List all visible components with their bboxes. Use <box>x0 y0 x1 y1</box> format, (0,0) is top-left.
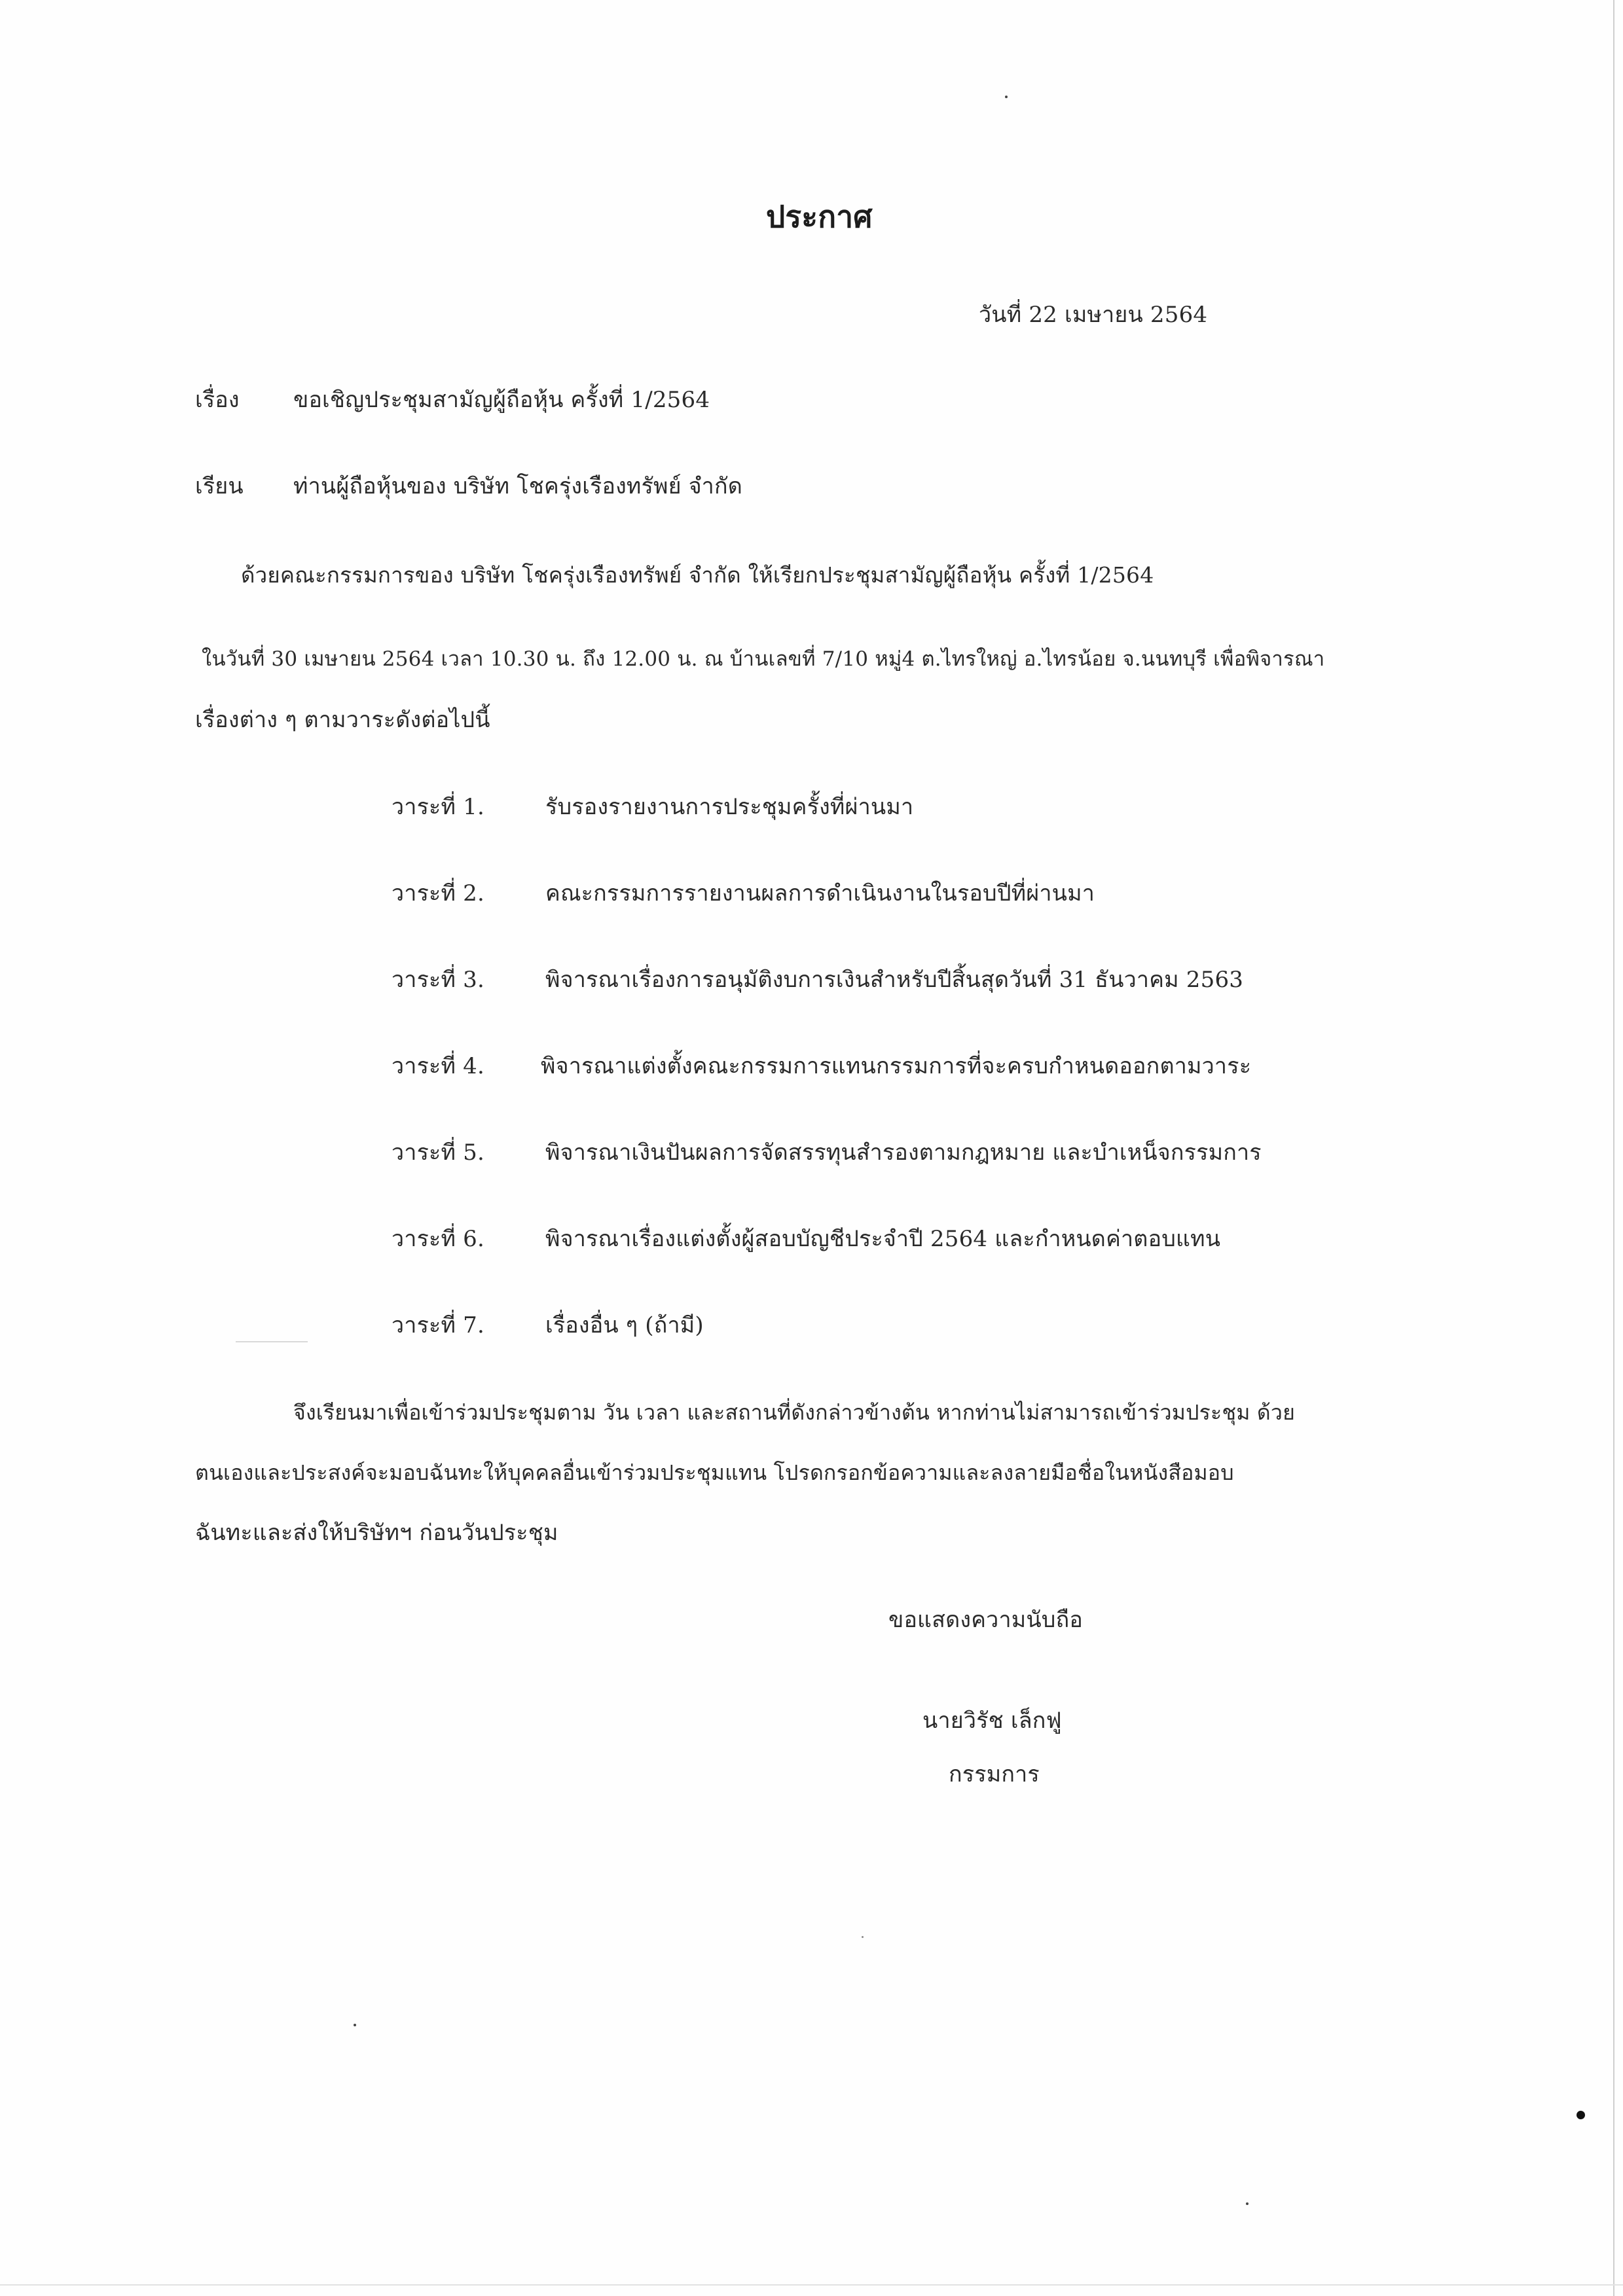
agenda-number: วาระที่ 4. <box>392 1053 484 1079</box>
agenda-number: วาระที่ 3. <box>392 967 484 993</box>
page-title: ประกาศ <box>766 199 873 234</box>
recipient-label: เรียน <box>195 473 244 499</box>
body-line-3: เรื่องต่าง ๆ ตามวาระดังต่อไปนี้ <box>195 707 490 733</box>
agenda-text: พิจารณาแต่งตั้งคณะกรรมการแทนกรรมการที่จะครบกำหนดออกตามวาระ <box>541 1053 1252 1079</box>
signer-name: นายวิรัช เล็กฟู <box>922 1708 1062 1734</box>
scan-edge <box>1613 0 1614 2296</box>
signer-position: กรรมการ <box>949 1761 1040 1787</box>
scan-speck <box>1005 96 1008 98</box>
closing-line-2: ตนเองและประสงค์จะมอบฉันทะให้บุคคลอื่นเข้าร่วมประชุมแทน โปรดกรอกข้อความและลงลายมือชื่อในหนังสือมอบ <box>195 1460 1234 1485</box>
scan-mark <box>236 1341 308 1342</box>
agenda-number: วาระที่ 5. <box>392 1139 484 1166</box>
body-line-2: ในวันที่ 30 เมษายน 2564 เวลา 10.30 น. ถึง 12.00 น. ณ บ้านเลขที่ 7/10 หมู่4 ต.ไทรใหญ่ อ.ไทรน้อย จ.นนทบุรี เพื่อพิจารณา <box>202 647 1325 671</box>
document-date: วันที่ 22 เมษายน 2564 <box>979 302 1208 328</box>
agenda-text: รับรองรายงานการประชุมครั้งที่ผ่านมา <box>545 794 914 820</box>
subject-label: เรื่อง <box>195 387 240 413</box>
scan-speck <box>354 2024 356 2026</box>
recipient-text: ท่านผู้ถือหุ้นของ บริษัท โชครุ่งเรืองทรัพย์ จำกัด <box>293 473 743 499</box>
agenda-text: พิจารณาเรื่องแต่งตั้งผู้สอบบัญชีประจำปี 2564 และกำหนดค่าตอบแทน <box>545 1226 1221 1252</box>
subject-text: ขอเชิญประชุมสามัญผู้ถือหุ้น ครั้งที่ 1/2564 <box>293 387 710 413</box>
agenda-number: วาระที่ 7. <box>392 1312 484 1338</box>
closing-line-3: ฉันทะและส่งให้บริษัทฯ ก่อนวันประชุม <box>195 1520 558 1546</box>
agenda-number: วาระที่ 1. <box>392 794 484 820</box>
agenda-text: พิจารณาเรื่องการอนุมัติงบการเงินสำหรับปีสิ้นสุดวันที่ 31 ธันวาคม 2563 <box>545 967 1244 993</box>
closing-line-1: จึงเรียนมาเพื่อเข้าร่วมประชุมตาม วัน เวลา และสถานที่ดังกล่าวข้างต้น หากท่านไม่สามารถเข้าร่วมประชุม ด้วย <box>293 1400 1296 1425</box>
scan-speck <box>1577 2111 1585 2119</box>
body-line-1: ด้วยคณะกรรมการของ บริษัท โชครุ่งเรืองทรัพย์ จำกัด ให้เรียกประชุมสามัญผู้ถือหุ้น ครั้งที่ 1/2564 <box>241 562 1154 588</box>
scan-speck <box>862 1936 864 1938</box>
signoff-regards: ขอแสดงความนับถือ <box>888 1607 1083 1633</box>
agenda-text: คณะกรรมการรายงานผลการดำเนินงานในรอบปีที่ผ่านมา <box>545 880 1095 906</box>
scan-edge <box>0 2284 1623 2286</box>
agenda-number: วาระที่ 2. <box>392 880 484 906</box>
agenda-text: พิจารณาเงินปันผลการจัดสรรทุนสำรองตามกฎหมาย และบำเหน็จกรรมการ <box>545 1139 1262 1166</box>
agenda-number: วาระที่ 6. <box>392 1226 484 1252</box>
agenda-text: เรื่องอื่น ๆ (ถ้ามี) <box>545 1312 704 1338</box>
scan-speck <box>1246 2202 1249 2205</box>
